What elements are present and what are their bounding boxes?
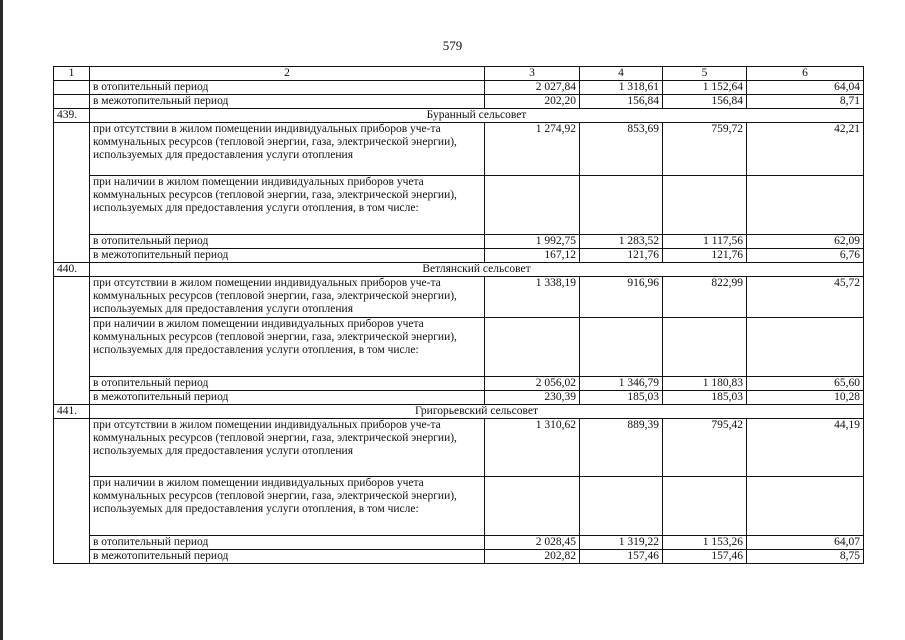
- value-cell: 6,76: [747, 249, 864, 263]
- value-cell: 44,19: [747, 419, 864, 477]
- value-cell: 65,60: [747, 377, 864, 391]
- table-row: [54, 277, 864, 318]
- header-cell: 6: [747, 67, 864, 81]
- value-cell: [485, 477, 580, 536]
- section-number: 439.: [54, 109, 90, 123]
- header-cell: 3: [485, 67, 580, 81]
- header-cell: 2: [90, 67, 485, 81]
- section-header-row: [54, 405, 864, 419]
- value-cell: 822,99: [663, 277, 747, 318]
- value-cell: 156,84: [580, 95, 663, 109]
- section-number: 441.: [54, 405, 90, 419]
- header-row: [54, 67, 864, 81]
- value-cell: [580, 477, 663, 536]
- scan-edge: [0, 0, 3, 640]
- value-cell: 202,82: [485, 550, 580, 564]
- section-title: Буранный сельсовет: [90, 109, 864, 123]
- row-label: в отопительный период: [90, 377, 485, 391]
- index-cell: [54, 419, 90, 564]
- value-cell: 185,03: [663, 391, 747, 405]
- value-cell: [663, 318, 747, 377]
- row-label: в межотопительный период: [90, 550, 485, 564]
- value-cell: 64,04: [747, 81, 864, 95]
- index-cell: [54, 95, 90, 109]
- value-cell: 157,46: [663, 550, 747, 564]
- row-label: в межотопительный период: [90, 391, 485, 405]
- value-cell: 1 346,79: [580, 377, 663, 391]
- row-label: при отсутствии в жилом помещении индивидуальных приборов уче-та коммунальных ресурсов (тепловой энергии, газа, электрической энергии), используемых для предоставления услуги отопления: [90, 123, 485, 176]
- section-title: Григорьевский сельсовет: [90, 405, 864, 419]
- section-header-row: [54, 109, 864, 123]
- value-cell: 157,46: [580, 550, 663, 564]
- value-cell: 121,76: [580, 249, 663, 263]
- header-cell: 1: [54, 67, 90, 81]
- value-cell: [747, 176, 864, 235]
- value-cell: 2 028,45: [485, 536, 580, 550]
- table-row: [54, 95, 864, 109]
- page-number: 579: [442, 38, 463, 53]
- value-cell: 1 318,61: [580, 81, 663, 95]
- table-row: [54, 377, 864, 391]
- row-label: в отопительный период: [90, 235, 485, 249]
- table-row: [54, 419, 864, 477]
- table-row: [54, 176, 864, 235]
- value-cell: [485, 176, 580, 235]
- value-cell: 853,69: [580, 123, 663, 176]
- row-label: при наличии в жилом помещении индивидуальных приборов учета коммунальных ресурсов (тепловой энергии, газа, электрической энергии), используемых для предоставления услуги отопления, в том числе:: [90, 176, 485, 235]
- row-label: в отопительный период: [90, 81, 485, 95]
- value-cell: 121,76: [663, 249, 747, 263]
- table-row: [54, 123, 864, 176]
- row-label: в отопительный период: [90, 536, 485, 550]
- row-label: в межотопительный период: [90, 249, 485, 263]
- value-cell: 1 319,22: [580, 536, 663, 550]
- value-cell: 42,21: [747, 123, 864, 176]
- value-cell: 889,39: [580, 419, 663, 477]
- table-row: [54, 391, 864, 405]
- value-cell: 230,39: [485, 391, 580, 405]
- value-cell: [663, 176, 747, 235]
- value-cell: 1 153,26: [663, 536, 747, 550]
- section-number: 440.: [54, 263, 90, 277]
- value-cell: [580, 176, 663, 235]
- value-cell: 1 274,92: [485, 123, 580, 176]
- value-cell: 45,72: [747, 277, 864, 318]
- section-title: Ветлянский сельсовет: [90, 263, 864, 277]
- header-cell: 5: [663, 67, 747, 81]
- value-cell: 1 992,75: [485, 235, 580, 249]
- index-cell: [54, 81, 90, 95]
- section-header-row: [54, 263, 864, 277]
- row-label: при наличии в жилом помещении индивидуальных приборов учета коммунальных ресурсов (тепловой энергии, газа, электрической энергии), используемых для предоставления услуги отопления, в том числе:: [90, 318, 485, 377]
- table-row: [54, 477, 864, 536]
- value-cell: [747, 477, 864, 536]
- value-cell: 2 027,84: [485, 81, 580, 95]
- row-label: при отсутствии в жилом помещении индивидуальных приборов уче-та коммунальных ресурсов (тепловой энергии, газа, электрической энергии), используемых для предоставления услуги отопления: [90, 419, 485, 477]
- value-cell: 8,71: [747, 95, 864, 109]
- value-cell: 1 283,52: [580, 235, 663, 249]
- row-label: при наличии в жилом помещении индивидуальных приборов учета коммунальных ресурсов (тепловой энергии, газа, электрической энергии), используемых для предоставления услуги отопления, в том числе:: [90, 477, 485, 536]
- table-row: [54, 249, 864, 263]
- value-cell: 1 180,83: [663, 377, 747, 391]
- value-cell: 10,28: [747, 391, 864, 405]
- table-row: [54, 235, 864, 249]
- table-row: [54, 536, 864, 550]
- value-cell: 167,12: [485, 249, 580, 263]
- value-cell: [663, 477, 747, 536]
- table-row: [54, 318, 864, 377]
- value-cell: 759,72: [663, 123, 747, 176]
- value-cell: 916,96: [580, 277, 663, 318]
- value-cell: 1 117,56: [663, 235, 747, 249]
- value-cell: 156,84: [663, 95, 747, 109]
- value-cell: 2 056,02: [485, 377, 580, 391]
- value-cell: 64,07: [747, 536, 864, 550]
- value-cell: 62,09: [747, 235, 864, 249]
- row-label: при отсутствии в жилом помещении индивидуальных приборов уче-та коммунальных ресурсов (тепловой энергии, газа, электрической энергии), используемых для предоставления услуги отопления: [90, 277, 485, 318]
- value-cell: 795,42: [663, 419, 747, 477]
- tariff-table: [53, 66, 864, 564]
- value-cell: [580, 318, 663, 377]
- value-cell: 202,20: [485, 95, 580, 109]
- table-row: [54, 81, 864, 95]
- header-cell: 4: [580, 67, 663, 81]
- row-label: в межотопительный период: [90, 95, 485, 109]
- value-cell: 1 152,64: [663, 81, 747, 95]
- value-cell: 1 310,62: [485, 419, 580, 477]
- index-cell: [54, 277, 90, 405]
- value-cell: [485, 318, 580, 377]
- value-cell: 185,03: [580, 391, 663, 405]
- table-row: [54, 550, 864, 564]
- index-cell: [54, 123, 90, 263]
- value-cell: 1 338,19: [485, 277, 580, 318]
- value-cell: [747, 318, 864, 377]
- value-cell: 8,75: [747, 550, 864, 564]
